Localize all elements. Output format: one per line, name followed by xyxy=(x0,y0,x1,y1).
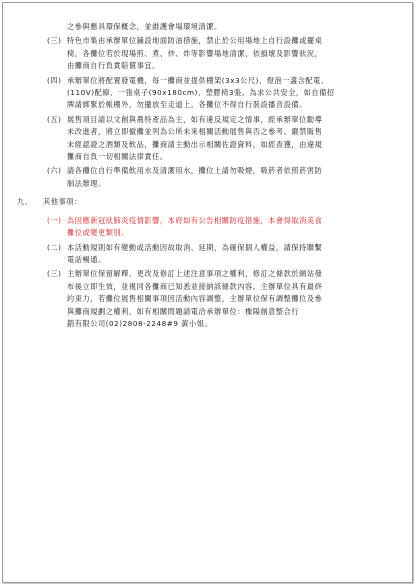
document-body xyxy=(17,21,383,332)
item-line: (110V)配線、一張桌子(90x180cm)、塑膠椅3張。為求公共安全，如自備招 xyxy=(67,88,335,98)
section-number: 九、 xyxy=(17,197,33,207)
item-line: 攤位或變更類別。 xyxy=(67,228,129,238)
list-item xyxy=(47,35,383,72)
item-number: (二) xyxy=(47,242,62,252)
item-line: 約束力，若攤位展售相關事項因活動內容調整，主辦單位保有調整攤位及參 xyxy=(67,294,323,304)
item-line: 與攤商規劃之權利，如有相關問題請電洽承辦單位：橡陽創意整合行 xyxy=(67,306,300,316)
item-line: 椅，各攤位若於現場煎、煮、炒、炸等影響場地清潔，依損壞及影響狀況， xyxy=(67,48,323,58)
intro-paragraph xyxy=(47,21,383,33)
item-line: 由攤商自行負責賠償事宜。 xyxy=(67,61,160,71)
item-line: 牌請綁緊於帳棚外，勿擺放至走道上。各攤位不得自行裝設播音設備。 xyxy=(67,100,307,110)
list-item xyxy=(47,165,383,190)
item-number: (一) xyxy=(47,215,62,225)
item-line: 未改進者，將立即撤攤並列為公所未來相關活動展售與否之參考。嚴禁販售 xyxy=(67,127,323,137)
list-item xyxy=(47,242,383,267)
item-line: 制法辦理。 xyxy=(67,178,106,188)
list-item xyxy=(47,75,383,112)
item-line: 主辦單位保留解釋、更改及修訂上述注意事項之權利，修訂之條款於網站發 xyxy=(67,269,323,279)
item-line: 銷有限公司(02)2808-2248#9 黃小姐。 xyxy=(67,318,213,328)
list-item xyxy=(47,215,383,240)
item-number: (三) xyxy=(47,269,62,279)
list-item xyxy=(47,268,383,330)
item-line: 電話暢通。 xyxy=(67,254,106,264)
rules-list xyxy=(47,35,383,190)
item-line: 攤商自負一切相關法律責任。 xyxy=(67,152,168,162)
item-line: 請各攤位自行準備飲用水及清潔用水，攤位上請勿吸煙，吸菸者依照菸害防 xyxy=(67,166,323,176)
item-number: (三) xyxy=(47,36,62,46)
intro-line: 之參與應具環保概念，並維護會場環境清潔。 xyxy=(67,22,222,31)
item-line: 特色市集由承辦單位鋪設地面防油措施，禁止於公用場地上自行設攤或擺桌 xyxy=(67,36,323,46)
item-line: 展售項目請以文創與農特產品為主，如有違反規定之情事，經承辦單位勸導 xyxy=(67,114,323,124)
document-page xyxy=(2,2,413,583)
other-matters-list xyxy=(47,215,383,331)
item-line: 未經認證之酒類及飲品，攤商請主動出示相關佐證資料，如經查獲，由違規 xyxy=(67,139,323,149)
item-line: 為因應新冠狀肺炎疫情影響，本府如有公告相關防疫措施，本會得取消美食 xyxy=(67,215,323,225)
list-item xyxy=(47,114,383,164)
item-line: 承辦單位將配置發電機，每一攤商並提供棚架(3x3公尺)、燈泡一盞含配電、 xyxy=(67,75,329,85)
section-nine-heading xyxy=(17,196,383,208)
item-line: 本活動規則如有變動或活動因故取消、延期，為確保個人權益，請保持聯繫 xyxy=(67,242,323,252)
item-number: (五) xyxy=(47,114,62,124)
item-number: (四) xyxy=(47,75,62,85)
section-title: 其他事項： xyxy=(43,197,82,207)
item-number: (六) xyxy=(47,166,62,176)
item-line: 布後立即生效，並視同各攤商已知悉並接納該條款內容。主辦單位具有最終 xyxy=(67,281,323,291)
